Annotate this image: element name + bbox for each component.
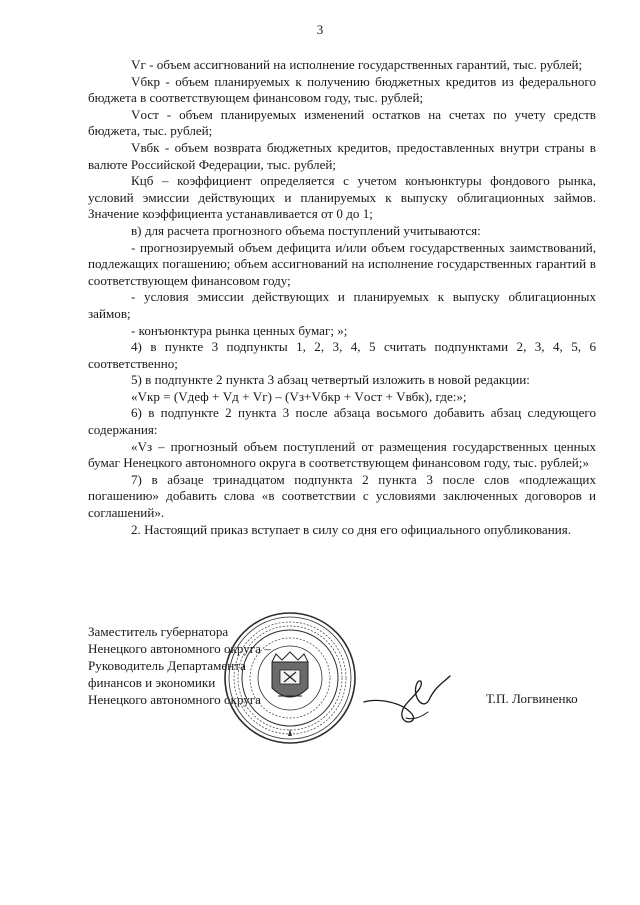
paragraph-item-4: 4) в пункте 3 подпункты 1, 2, 3, 4, 5 считать подпунктами 2, 3, 4, 5, 6 соответственно; <box>88 339 596 371</box>
paragraph-vvbk: Vвбк - объем возврата бюджетных кредитов, предоставленных внутри страны в валюте Российской Федерации, тыс. рублей; <box>88 139 596 172</box>
paragraph-effective: 2. Настоящий приказ вступает в силу со дня его официального опубликования. <box>131 521 572 537</box>
paragraph-vost: Vост - объем планируемых изменений остатков на счетах по учету средств бюджета, тыс. рублей; <box>88 106 596 139</box>
paragraph-formula: «Vкр = (Vдеф + Vд + Vг) – (Vз+Vбкр + Vост + Vвбк), где:»; <box>131 388 467 404</box>
paragraph-item-5: 5) в подпункте 2 пункта 3 абзац четвертый изложить в новой редакции: <box>131 372 530 388</box>
paragraph-item-6: 6) в подпункте 2 пункта 3 после абзаца восьмого добавить абзац следующего содержания: <box>88 405 596 438</box>
paragraph-v: в) для расчета прогнозного объема поступлений учитываются: <box>131 222 481 238</box>
signer-title-line: финансов и экономики <box>88 675 216 690</box>
paragraph-bullet-3: - конъюнктура рынка ценных бумаг; »; <box>131 322 348 338</box>
paragraph-kcb: Кцб – коэффициент определяется с учетом конъюнктуры фондового рынка, условий эмиссии действующих и планируемых к выпуску облигационных займов. Значение коэффициента устанавливается от 0 до 1; <box>88 173 596 222</box>
official-seal-stamp <box>222 610 358 746</box>
signer-title-line: Заместитель губернатора <box>88 624 229 639</box>
handwritten-signature <box>358 668 468 728</box>
paragraph-bullet-2: - условия эмиссии действующих и планируемых к выпуску облигационных займов; <box>88 289 596 321</box>
page-number: 3 <box>316 22 324 37</box>
paragraph-vz: «Vз – прогнозный объем поступлений от размещения государственных ценных бумаг Ненецкого автономного округа в соответствующем финансовом году, тыс. рублей;» <box>88 438 596 471</box>
paragraph-vbkr: Vбкр - объем планируемых к получению бюджетных кредитов из федерального бюджета в соответствующем финансовом году, тыс. рублей; <box>88 73 596 106</box>
signer-title-line: Ненецкого автономного округа <box>88 692 261 707</box>
signer-title-line: Руководитель Департамента <box>88 658 246 673</box>
signer-name: Т.П. Логвиненко <box>486 691 578 706</box>
signer-title-line: Ненецкого автономного округа – <box>88 641 271 656</box>
document-body <box>88 57 596 538</box>
paragraph-vg: Vг - объем ассигнований на исполнение государственных гарантий, тыс. рублей; <box>131 57 583 72</box>
paragraph-item-7: 7) в абзаце тринадцатом подпункта 2 пункта 3 после слов «подлежащих погашению» добавить слова «в соответствии с условиями заключенных договоров и соглашений». <box>88 471 596 521</box>
paragraph-bullet-1: - прогнозируемый объем дефицита и/или объем государственных заимствований, подлежащих погашению; объем ассигнований на исполнение государственных гарантий в соответствующем финансовом году; <box>88 239 596 288</box>
